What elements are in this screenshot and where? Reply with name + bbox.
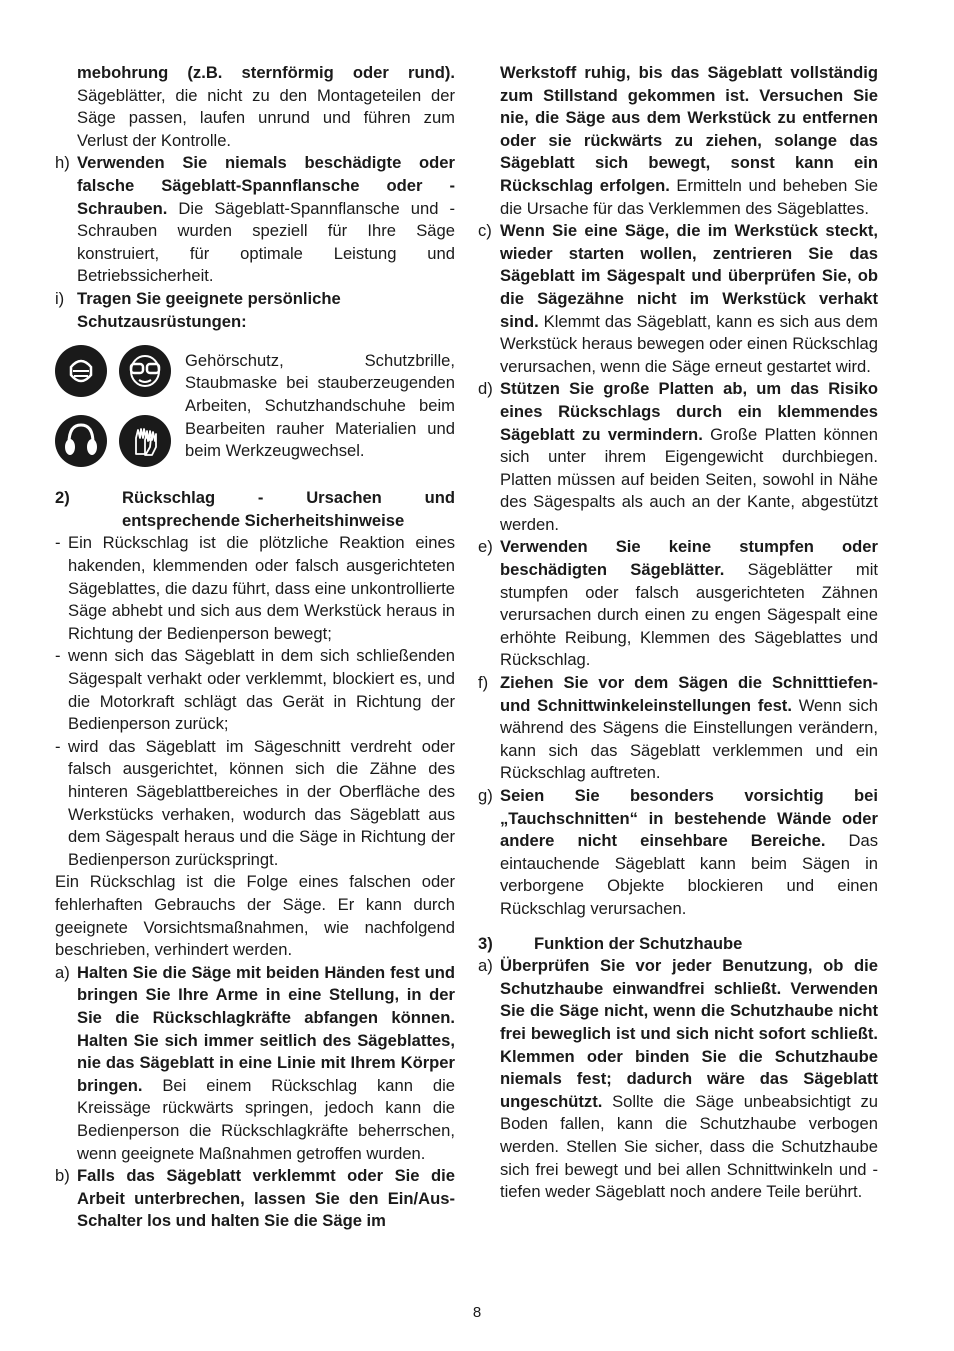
dash-item: - wenn sich das Sägeblatt in dem sich schließenden Sägespalt verhakt oder verklemmt, blockiert es, und die Motorkraft schlägt das Gerät in Richtung der Bedienperson zurück;: [55, 646, 455, 734]
continued-item-b: [478, 62, 878, 220]
section-2-heading: [55, 487, 455, 532]
item-a: [55, 962, 455, 1165]
item-g: [478, 785, 878, 921]
continued-text: Ermitteln und beheben Sie die Ursache für das Verklemmen des Sägeblattes.: [500, 175, 878, 218]
ear-protection-icon: [55, 415, 107, 467]
item-bold: Tragen Sie geeignete persönliche Schutzausrüstungen:: [77, 288, 341, 331]
section-number: 3): [478, 933, 493, 953]
left-column: [55, 62, 455, 1233]
item-f: [478, 672, 878, 785]
item-bold: Verwenden Sie niemals beschädigte oder falsche Sägeblatt-Spannflansche oder -Schrauben.: [77, 153, 455, 218]
gloves-icon: [119, 415, 171, 467]
item-bold: Überprüfen Sie vor jeder Benutzung, ob die Schutzhaube einwandfrei schließt. Verwenden Sie die Säge nicht, wenn die Schutzhaube nicht frei beweglich ist und sich nicht sofort schließt. Klemmen oder binden Sie die Schutzhaube niemals fest; dadurch wäre das Sägeblatt ungeschützt.: [500, 956, 878, 1111]
item-text: Sollte die Säge unbeabsichtigt zu Boden fallen, kann die Schutzhaube verbogen werden. Stellen Sie sicher, dass die Schutzhaube sich frei bewegt und bei allen Schnittwinkeln und -tiefen weder Sägeblatt noch andere Teile berührt.: [500, 1091, 878, 1202]
item-i: [55, 288, 455, 333]
item-label: a): [478, 956, 493, 976]
item-text: Wenn sich während des Sägens die Einstellungen verändern, kann sich das Sägeblatt verklemmen und ein Rückschlag auftreten.: [500, 695, 878, 783]
item-label: a): [55, 962, 70, 982]
item-b: [55, 1165, 455, 1233]
item-bold: Stützen Sie große Platten ab, um das Risiko eines Rückschlags durch ein klemmendes Sägeblatt zu vermindern.: [500, 379, 878, 444]
item-bold: Ziehen Sie vor dem Sägen die Schnitttiefen- und Schnittwinkeleinstellungen fest.: [500, 673, 878, 715]
item-a-guard: [478, 955, 878, 1204]
dash-text: wird das Sägeblatt im Sägeschnitt verdreht oder falsch ausgerichtet, können sich die Zähne des hinteren Sägeblattbereiches in der Oberfläche des Werkstücks verhaken, wodurch das Sägeblatt aus dem Sägespalt heraus und die Säge in Richtung der Bedienperson zurückspringt.: [68, 736, 455, 869]
section-title: Funktion der Schutzhaube: [534, 933, 743, 953]
item-text: Das eintauchende Sägeblatt kann beim Sägen in verborgene Objekte blockieren und einen Rückschlag verursachen.: [500, 831, 879, 918]
dash-text: wenn sich das Sägeblatt in dem sich schließenden Sägespalt verhakt oder verklemmt, blockiert es, und die Motorkraft schlägt das Gerät in Richtung der Bedienperson zurück;: [68, 646, 455, 734]
item-bold: Falls das Sägeblatt verklemmt oder Sie die Arbeit unterbrechen, lassen Sie den Ein/Aus-Schalter los und halten Sie die Säge im: [77, 1166, 455, 1231]
item-h: [55, 152, 455, 288]
item-label: d): [478, 379, 493, 399]
safety-goggles-icon: [119, 345, 171, 397]
ppe-block: [55, 333, 455, 479]
item-text: Bei einem Rückschlag kann die Kreissäge rückwärts springen, jedoch kann die Bedienperson die Rückschlagkräfte beherrschen, wenn geeignete Maßnahmen getroffen wurden.: [77, 1075, 455, 1163]
section-3-heading: [478, 933, 878, 956]
item-e: [478, 536, 878, 672]
continued-text: Sägeblätter, die nicht zu den Montageteilen der Säge passen, laufen unrund und führen zum Verlust der Kontrolle.: [77, 85, 455, 150]
continued-bold: Werkstoff ruhig, bis das Sägeblatt vollständig zum Stillstand gekommen ist. Versuchen Sie nie, die Säge aus dem Werkstück zu entfernen oder sie rückwärts zu ziehen, solange das Sägeblatt sich bewegt, sonst kann ein Rückschlag erfolgen.: [500, 63, 878, 195]
dash-item: - Ein Rückschlag ist die plötzliche Reaktion eines hakenden, klemmenden oder falsch ausgerichteten Sägeblattes, die dazu führt, dass eine unkontrollierte Säge abhebt und sich aus dem Werkstück heraus in Richtung der Bedienperson bewegt;: [55, 533, 455, 643]
dash-item: - wird das Sägeblatt im Sägeschnitt verdreht oder falsch ausgerichtet, können sich die Zähne des hinteren Sägeblattbereiches in der Oberfläche des Werkstücks verhaken, wodurch das Sägeblatt aus dem Sägespalt heraus und die Säge in Richtung der Bedienperson zurückspringt.: [55, 736, 455, 869]
dash-text: Ein Rückschlag ist die plötzliche Reaktion eines hakenden, klemmenden oder falsch ausgerichteten Sägeblattes, die dazu führt, dass eine unkontrollierte Säge abhebt und sich aus dem Werkstück heraus in Richtung der Bedienperson bewegt;: [68, 533, 455, 643]
item-label: c): [478, 221, 492, 241]
item-label: f): [478, 673, 489, 693]
dust-mask-icon: [55, 345, 107, 397]
item-label: b): [55, 1166, 70, 1186]
section-number: 2): [55, 488, 70, 508]
item-c: [478, 220, 878, 378]
ppe-description: Gehörschutz, Schutzbrille, Staubmaske bei stauberzeugenden Arbeiten, Schutzhandschuhe beim Bearbeiten rauher Materialien und beim Werkzeugwechsel.: [185, 350, 455, 461]
right-column: [478, 62, 878, 1204]
item-label: g): [478, 786, 493, 805]
page-number: 8: [472, 1304, 482, 1321]
ppe-icons: [55, 333, 185, 479]
item-label: i): [55, 288, 65, 308]
item-text: Sägeblätter mit stumpfen oder falsch ausgerichteten Zähnen verursachen durch einen zu engen Sägespalt eine erhöhte Reibung, Klemmen des Sägeblattes und Rückschlag.: [500, 560, 878, 670]
continued-bold: mebohrung (z.B. sternförmig oder rund).: [77, 63, 455, 82]
item-text: Klemmt das Sägeblatt, kann es sich aus dem Werkstück heraus bewegen oder einen Rückschlag verursachen, wenn die Säge erneut gestartet wird.: [500, 311, 878, 376]
item-bold: Wenn Sie eine Säge, die im Werkstück steckt, wieder starten wollen, zentrieren Sie das Sägeblatt im Sägespalt und überprüfen Sie, ob die Sägezähne nicht im Werkstück verhakt sind.: [500, 221, 878, 331]
item-bold: Verwenden Sie keine stumpfen oder beschädigten Sägeblätter.: [500, 537, 878, 580]
item-text: Große Platten können sich unter ihrem Eigengewicht durchbiegen. Platten müssen auf beiden Seiten, sowohl in Nähe des Sägespalts als auch an der Kante, abgestützt werden.: [500, 424, 878, 534]
item-label: h): [55, 153, 70, 173]
continued-item-g: [55, 62, 455, 152]
item-bold: Halten Sie die Säge mit beiden Händen fest und bringen Sie Ihre Arme in eine Stellung, in der Sie die Rückschlagkräfte abfangen können. Halten Sie sich immer seitlich des Sägeblattes, nie das Sägeblatt in eine Linie mit Ihrem Körper bringen.: [77, 962, 455, 1095]
item-d: [478, 378, 878, 536]
item-bold: Seien Sie besonders vorsichtig bei „Tauchschnitten“ in bestehende Wände oder andere nicht einsehbare Bereiche.: [500, 786, 878, 851]
kickback-paragraph: Ein Rückschlag ist die Folge eines falschen oder fehlerhaften Gebrauchs der Säge. Er kann durch geeignete Vorsichtsmaßnahmen, wie nachfolgend beschrieben, verhindert werden.: [55, 872, 455, 960]
item-label: e): [478, 537, 493, 557]
section-title: Rückschlag - Ursachen und entsprechende Sicherheitshinweise: [122, 488, 455, 530]
item-text: Die Sägeblatt-Spannflansche und -Schrauben wurden speziell für Ihre Säge konstruiert, für optimale Leistung und Betriebssicherheit.: [77, 198, 455, 286]
